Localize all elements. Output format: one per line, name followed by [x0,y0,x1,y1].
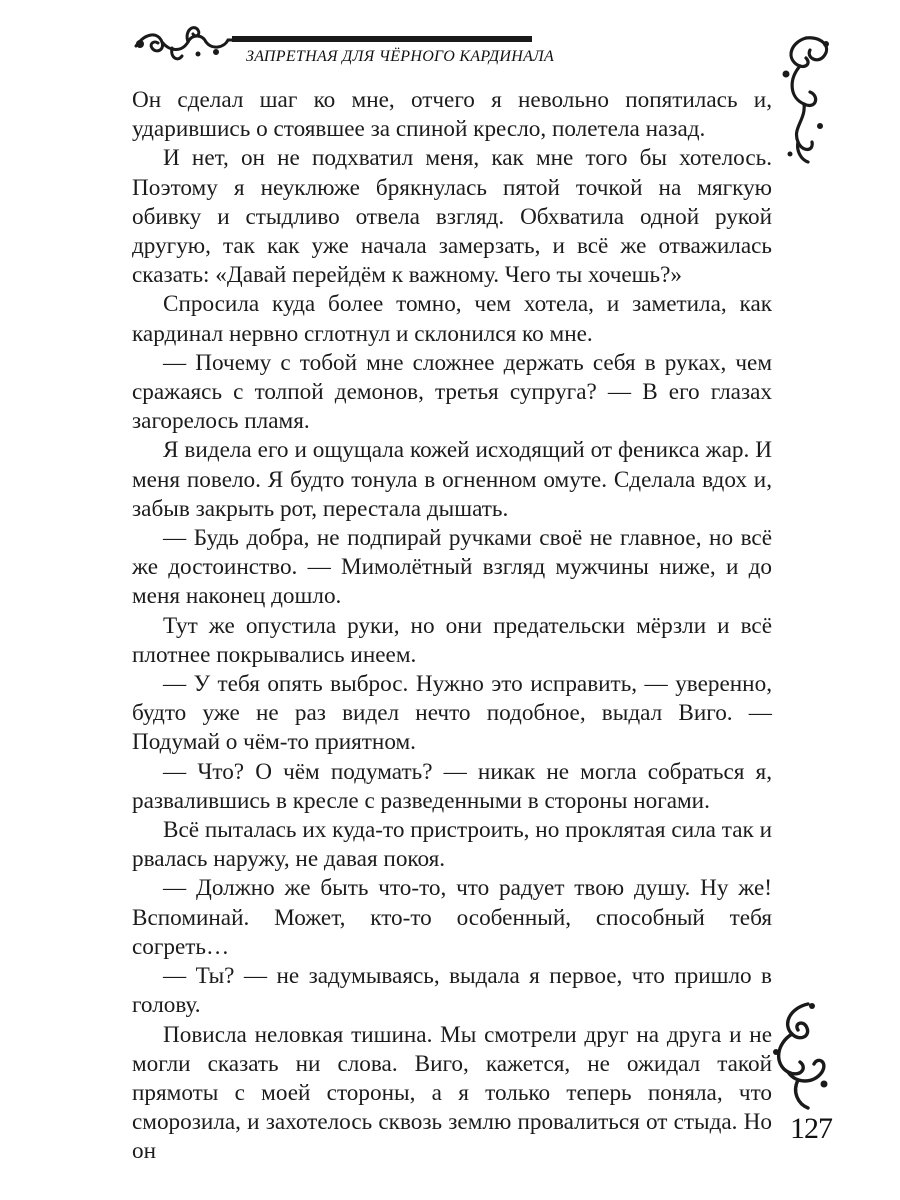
body-text [132,86,772,1167]
paragraph: Повисла неловкая тишина. Мы смотрели друг на друга и не могли сказать ни слова. Виго, кажется, не ожидал такой прямоты с моей стороны, а я только теперь поняла, что сморозила, и захотелось сквозь землю провалиться от стыда. Но он [132,1021,772,1165]
paragraph: Всё пыталась их куда-то пристроить, но проклятая сила так и рвалась наружу, не давая покоя. [132,817,772,873]
corner-flourish-icon [776,34,838,164]
running-title: ЗАПРЕТНАЯ ДЛЯ ЧЁРНОГО КАРДИНАЛА [246,48,555,65]
paragraph: Он сделал шаг ко мне, отчего я невольно попятилась и, ударившись о стоявшее за спиной кресло, полетела назад. [132,87,772,143]
paragraph: Тут же опустила руки, но они предательски мёрзли и всё плотнее покрывались инеем. [132,612,772,668]
paragraph: — Должно же быть что-то, что радует твою душу. Ну же! Вспоминай. Может, кто-то особенный, способный тебя согреть… [132,875,772,960]
paragraph: Я видела его и ощущала кожей исходящий от феникса жар. И меня повело. Я будто тонула в огненном омуте. Сделала вдох и, забыв закрыть рот, перестала дышать. [132,437,772,522]
paragraph: Спросила куда более томно, чем хотела, и заметила, как кардинал нервно сглотнул и склонился ко мне. [132,291,772,347]
flourish-ornament-icon [132,22,247,66]
paragraph: И нет, он не подхватил меня, как мне того бы хотелось. Поэтому я неуклюже брякнулась пятой точкой на мягкую обивку и стыдливо отвела взгляд. Обхватила одной рукой другую, так как уже начала замерзать, и всё же отважилась сказать: «Давай перейдём к важному. Чего ты хочешь?» [132,145,772,289]
header-rule [232,36,532,42]
paragraph: — У тебя опять выброс. Нужно это исправить, — уверенно, будто уже не раз видел нечто подобное, выдал Виго. — Подумай о чём-то приятном. [132,671,772,756]
footer-flourish-icon [768,1000,834,1112]
running-header [132,22,555,84]
paragraph: — Почему с тобой мне сложнее держать себя в руках, чем сражаясь с толпой демонов, третья супруга? — В его глазах загорелось пламя. [132,349,772,435]
paragraph: — Ты? — не задумываясь, выдала я первое, что пришло в голову. [132,963,772,1019]
paragraph: — Что? О чём подумать? — никак не могла собраться я, развалившись в кресле с разведенными в стороны ногами. [132,758,772,814]
paragraph: — Будь добра, не подпирай ручками своё не главное, но всё же достоинство. — Мимолётный взгляд мужчины ниже, и до меня наконец дошло. [132,525,772,610]
page-number: 127 [790,1112,832,1145]
